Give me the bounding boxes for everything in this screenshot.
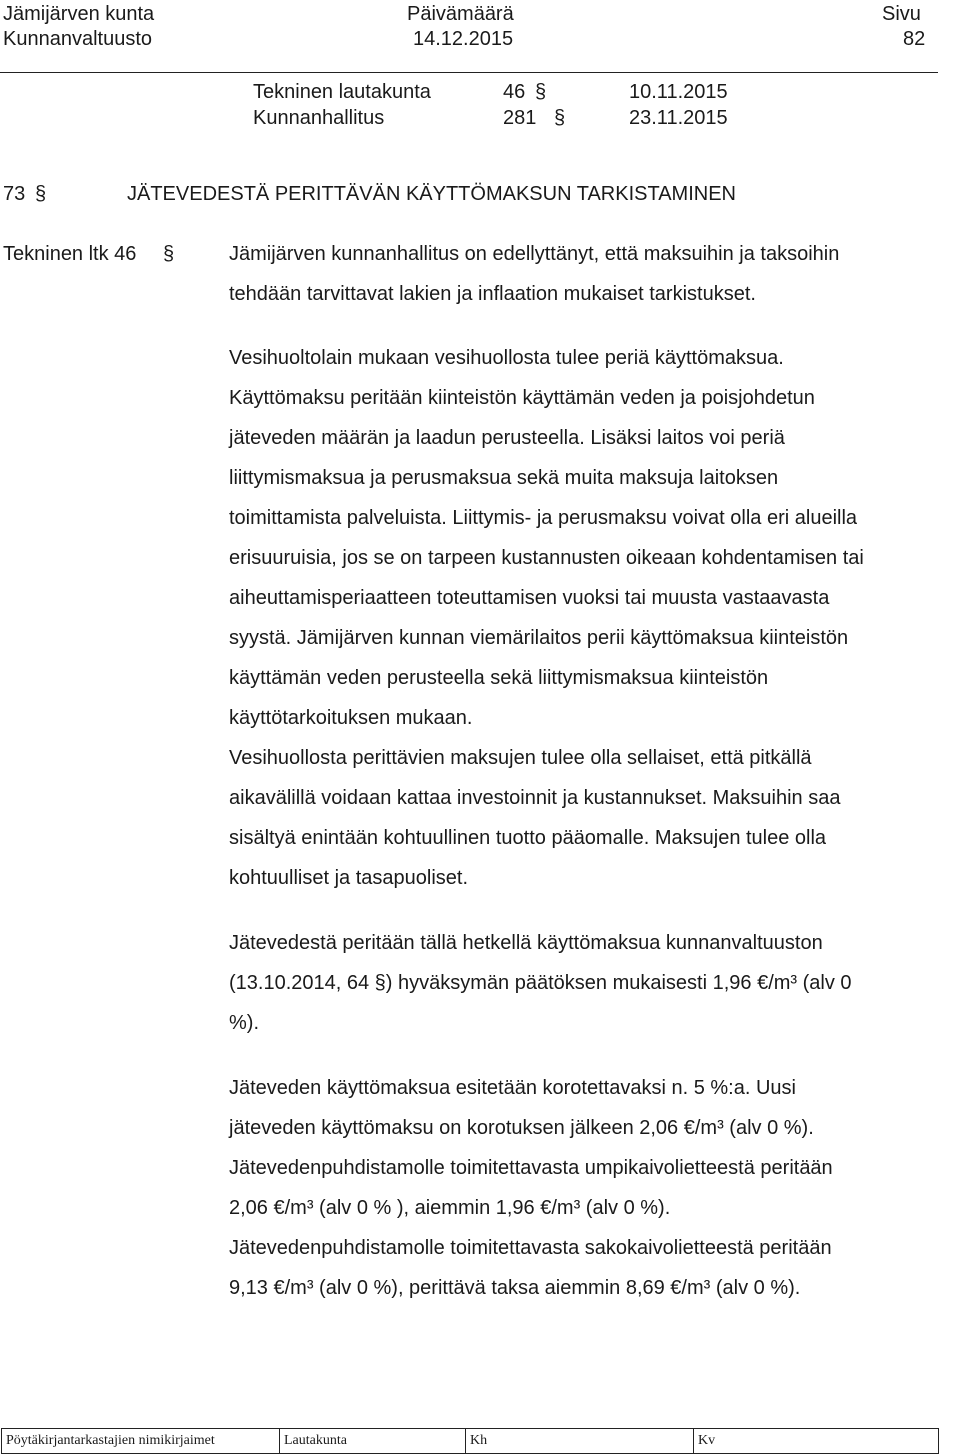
text-line: Jämijärven kunnanhallitus on edellyttänyt, että maksuihin ja taksoihin [229, 243, 840, 265]
ref-num-1: 46 [503, 81, 526, 103]
header-date-value: 14.12.2015 [413, 28, 514, 50]
text-line: liittymismaksua ja perusmaksua sekä muita maksuja laitoksen [229, 467, 779, 489]
ref-organ-2: Kunnanhallitus [253, 107, 385, 129]
header-page-label: Sivu [882, 3, 921, 25]
text-line: syystä. Jämijärven kunnan viemärilaitos perii käyttömaksua kiinteistön [229, 627, 849, 649]
footer-board: Lautakunta [280, 1429, 466, 1453]
header-body: Kunnanvaltuusto [3, 28, 153, 50]
header-divider [0, 72, 938, 73]
header-page-value: 82 [903, 28, 926, 50]
text-line: %). [229, 1012, 259, 1034]
prep-label: Tekninen ltk 46 [3, 243, 137, 265]
text-line: Käyttömaksu peritään kiinteistön käyttämän veden ja poisjohdetun [229, 387, 815, 409]
ref-organ-1: Tekninen lautakunta [253, 81, 431, 103]
paragraph-law [229, 338, 954, 898]
section-title: JÄTEVEDESTÄ PERITTÄVÄN KÄYTTÖMAKSUN TARKISTAMINEN [127, 183, 736, 205]
ref-date-1: 10.11.2015 [629, 81, 728, 103]
footer-signers: Pöytäkirjantarkastajien nimikirjaimet [2, 1429, 280, 1453]
text-line: tehdään tarvittavat lakien ja inflaation mukaiset tarkistukset. [229, 283, 756, 305]
text-line: Jäteveden käyttömaksua esitetään korotettavaksi n. 5 %:a. Uusi [229, 1077, 796, 1099]
text-line: käyttötarkoituksen mukaan. [229, 707, 473, 729]
text-line: jäteveden määrän ja laadun perusteella. Lisäksi laitos voi periä [229, 427, 785, 449]
header-date-label: Päivämäärä [407, 3, 514, 25]
header-org: Jämijärven kunta [3, 3, 155, 25]
prep-section-sign: § [163, 243, 175, 265]
section-number: 73 [3, 183, 26, 205]
text-line: käyttämän veden perusteella sekä liittymismaksua kiinteistön [229, 667, 769, 689]
footer-kh: Kh [466, 1429, 694, 1453]
section-sign: § [35, 183, 47, 205]
text-line: Jätevedenpuhdistamolle toimitettavasta umpikaivolietteestä peritään [229, 1157, 833, 1179]
ref-num-2: 281 [503, 107, 537, 129]
text-line: kohtuulliset ja tasapuoliset. [229, 867, 469, 889]
text-line: 9,13 €/m³ (alv 0 %), perittävä taksa aiemmin 8,69 €/m³ (alv 0 %). [229, 1277, 801, 1299]
paragraph-current-fee [229, 923, 954, 1043]
text-line: Jätevedenpuhdistamolle toimitettavasta sakokaivolietteestä peritään [229, 1237, 832, 1259]
text-line: sisältyä enintään kohtuullinen tuotto pääomalle. Maksujen tulee olla [229, 827, 827, 849]
text-line: aiheuttamisperiaatteen toteuttamisen vuoksi tai muusta vastaavasta [229, 587, 830, 609]
text-line: Vesihuollosta perittävien maksujen tulee olla sellaiset, että pitkällä [229, 747, 812, 769]
ref-section-sign-1: § [535, 81, 547, 103]
text-line: erisuuruisia, jos se on tarpeen kustannusten oikeaan kohdentamisen tai [229, 547, 864, 569]
text-line: jäteveden käyttömaksu on korotuksen jälkeen 2,06 €/m³ (alv 0 %). [229, 1117, 814, 1139]
signature-footer [1, 1428, 939, 1454]
ref-section-sign-2: § [554, 107, 566, 129]
paragraph-proposal [229, 1068, 954, 1308]
text-line: toimittamista palveluista. Liittymis- ja perusmaksu voivat olla eri alueilla [229, 507, 858, 529]
text-line: (13.10.2014, 64 §) hyväksymän päätöksen mukaisesti 1,96 €/m³ (alv 0 [229, 972, 852, 994]
text-line: aikavälillä voidaan kattaa investoinnit ja kustannukset. Maksuihin saa [229, 787, 841, 809]
text-line: Jätevedestä peritään tällä hetkellä käyttömaksua kunnanvaltuuston [229, 932, 823, 954]
text-line: Vesihuoltolain mukaan vesihuollosta tulee periä käyttömaksua. [229, 347, 784, 369]
footer-kv: Kv [698, 1433, 716, 1448]
text-line: 2,06 €/m³ (alv 0 % ), aiemmin 1,96 €/m³ (alv 0 %). [229, 1197, 671, 1219]
ref-date-2: 23.11.2015 [629, 107, 728, 129]
paragraph-mandate [229, 234, 954, 314]
